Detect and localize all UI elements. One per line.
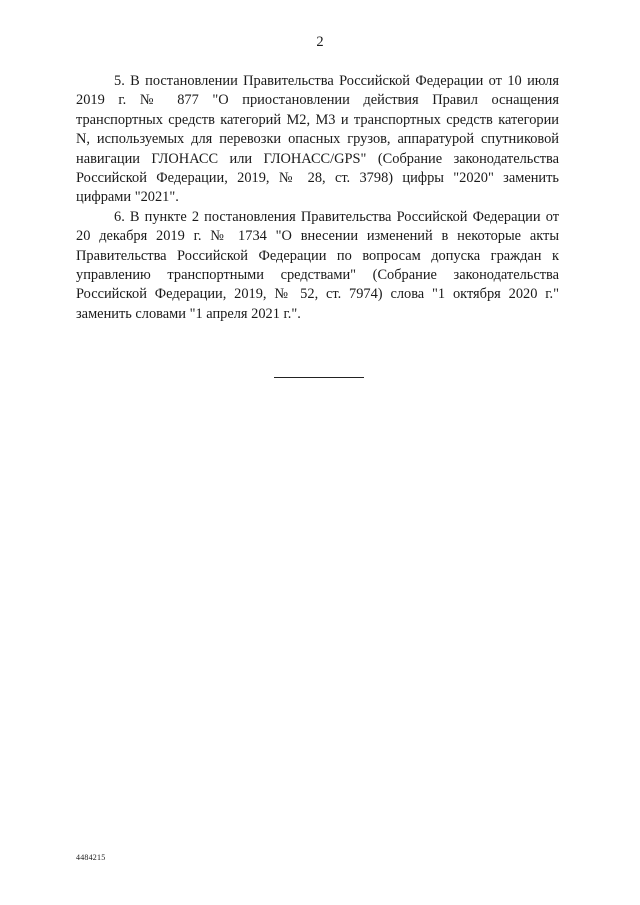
end-of-text-divider bbox=[274, 377, 364, 378]
paragraph-item-5: 5. В постановлении Правительства Российской Федерации от 10 июля 2019 г. № 877 "О приостановлении действия Правил оснащения транспортных средств категорий М2, М3 и транспортных средств категории N, используемых для перевозки опасных грузов, аппаратурой спутниковой навигации ГЛОНАСС или ГЛОНАСС/GPS" (Собрание законодательства Российской Федерации, 2019, № 28, ст. 3798) цифры "2020" заменить цифрами "2021". bbox=[76, 73, 559, 206]
page-number: 2 bbox=[316, 34, 324, 50]
paragraph-item-6: 6. В пункте 2 постановления Правительства Российской Федерации от 20 декабря 2019 г. № 1734 "О внесении изменений в некоторые акты Правительства Российской Федерации по вопросам допуска граждан к управлению транспортными средствами" (Собрание законодательства Российской Федерации, 2019, № 52, ст. 7974) слова "1 октября 2020 г." заменить словами "1 апреля 2021 г.". bbox=[76, 208, 559, 322]
document-body bbox=[76, 72, 559, 324]
document-code: 4484215 bbox=[76, 853, 106, 862]
